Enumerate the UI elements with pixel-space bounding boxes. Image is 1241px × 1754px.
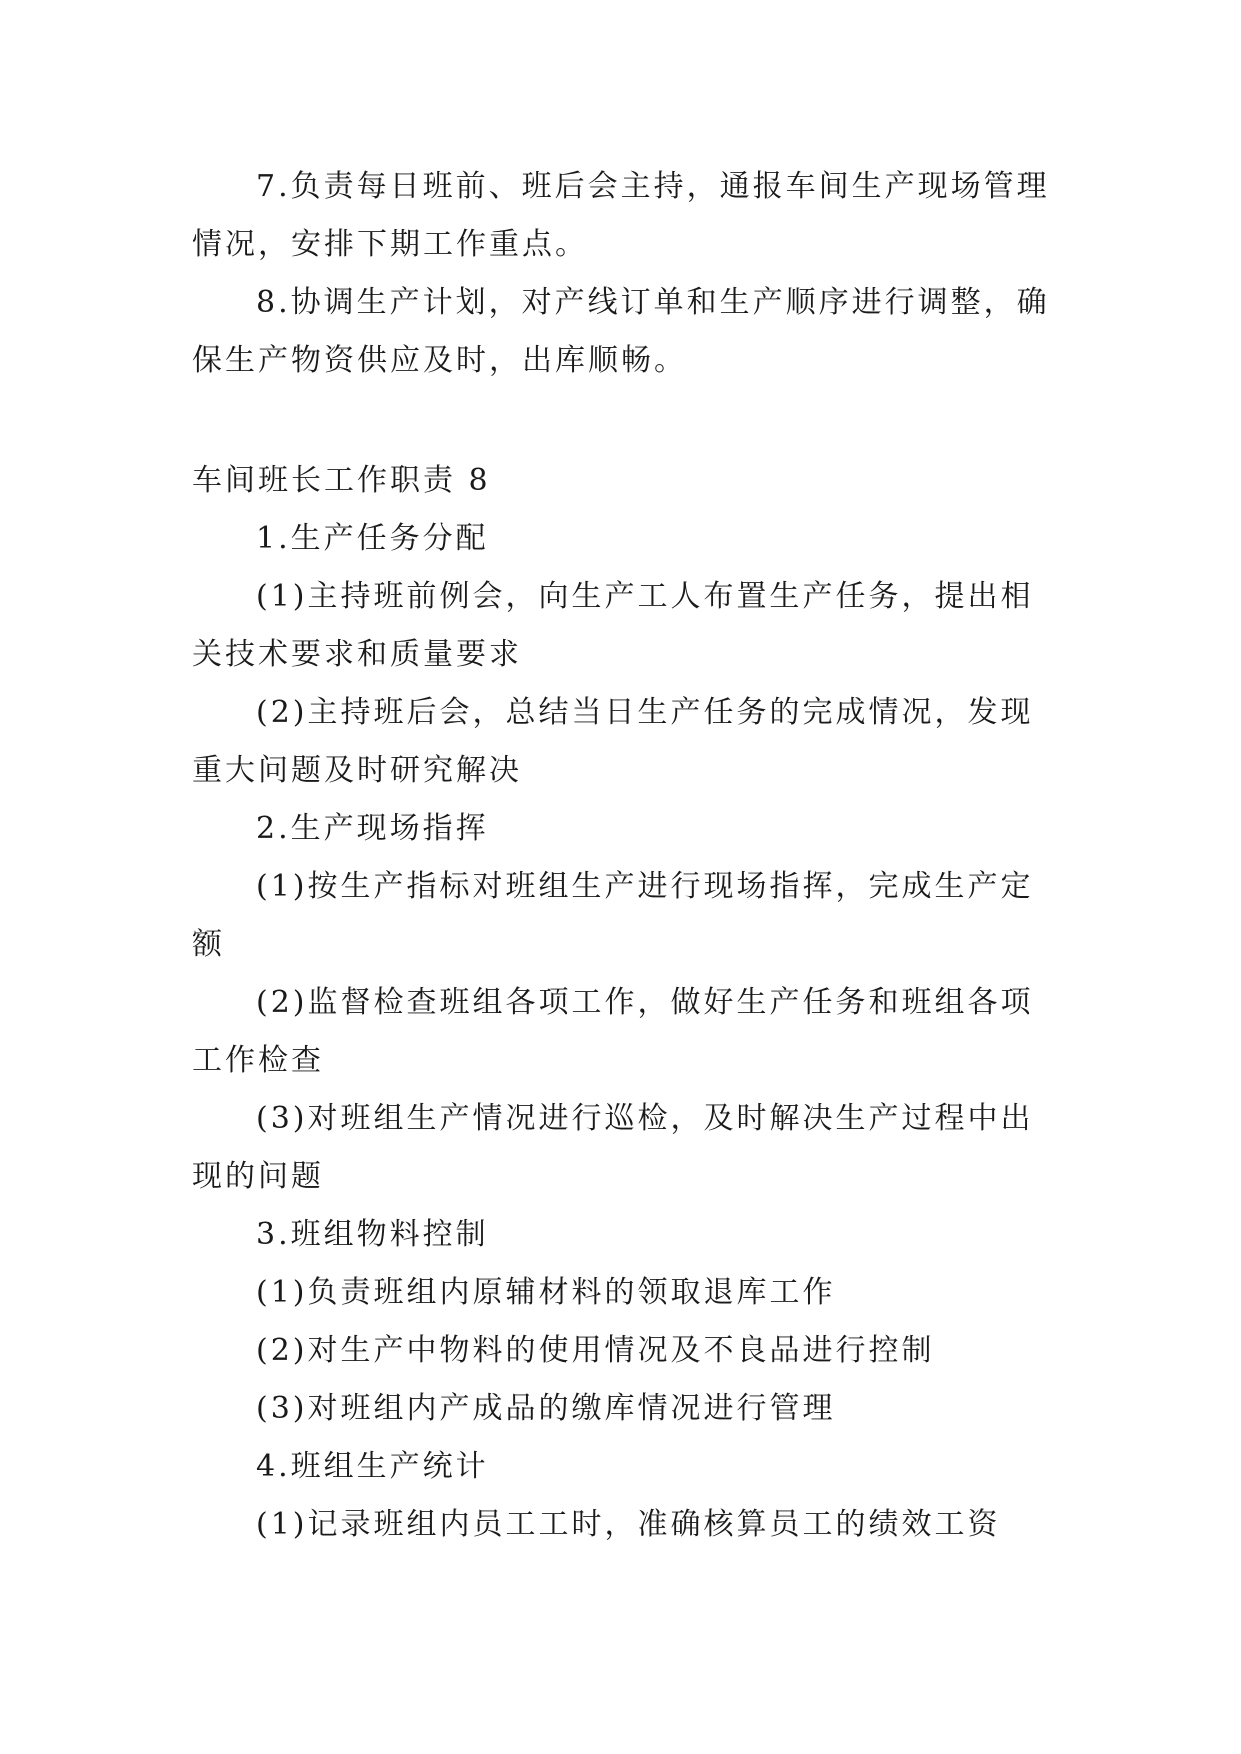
intro-block bbox=[192, 158, 1052, 390]
section-item: (3)对班组生产情况进行巡检，及时解决生产过程中出现的问题 bbox=[192, 1101, 1034, 1194]
section-title: 车间班长工作职责 8 bbox=[192, 463, 491, 498]
section-item: (1)负责班组内原辅材料的领取退库工作 bbox=[256, 1275, 836, 1310]
section-item: (1)记录班组内员工工时，准确核算员工的绩效工资 bbox=[256, 1507, 1001, 1542]
section-item: (2)主持班后会，总结当日生产任务的完成情况，发现重大问题及时研究解决 bbox=[192, 695, 1034, 788]
section-item: (3)对班组内产成品的缴库情况进行管理 bbox=[256, 1391, 836, 1426]
section-item: (2)监督检查班组各项工作，做好生产任务和班组各项工作检查 bbox=[192, 985, 1034, 1078]
section-heading-4: 4.班组生产统计 bbox=[256, 1449, 489, 1484]
section-block bbox=[192, 452, 1052, 1554]
section-item: (2)对生产中物料的使用情况及不良品进行控制 bbox=[256, 1333, 935, 1368]
paragraph-8: 8.协调生产计划，对产线订单和生产顺序进行调整，确保生产物资供应及时，出库顺畅。 bbox=[192, 285, 1050, 378]
section-heading-3: 3.班组物料控制 bbox=[256, 1217, 489, 1252]
section-heading-2: 2.生产现场指挥 bbox=[256, 811, 489, 846]
paragraph-7: 7.负责每日班前、班后会主持，通报车间生产现场管理情况，安排下期工作重点。 bbox=[192, 169, 1050, 262]
section-item: (1)按生产指标对班组生产进行现场指挥，完成生产定额 bbox=[192, 869, 1034, 962]
section-item: (1)主持班前例会，向生产工人布置生产任务，提出相关技术要求和质量要求 bbox=[192, 579, 1034, 672]
section-heading-1: 1.生产任务分配 bbox=[256, 521, 489, 556]
